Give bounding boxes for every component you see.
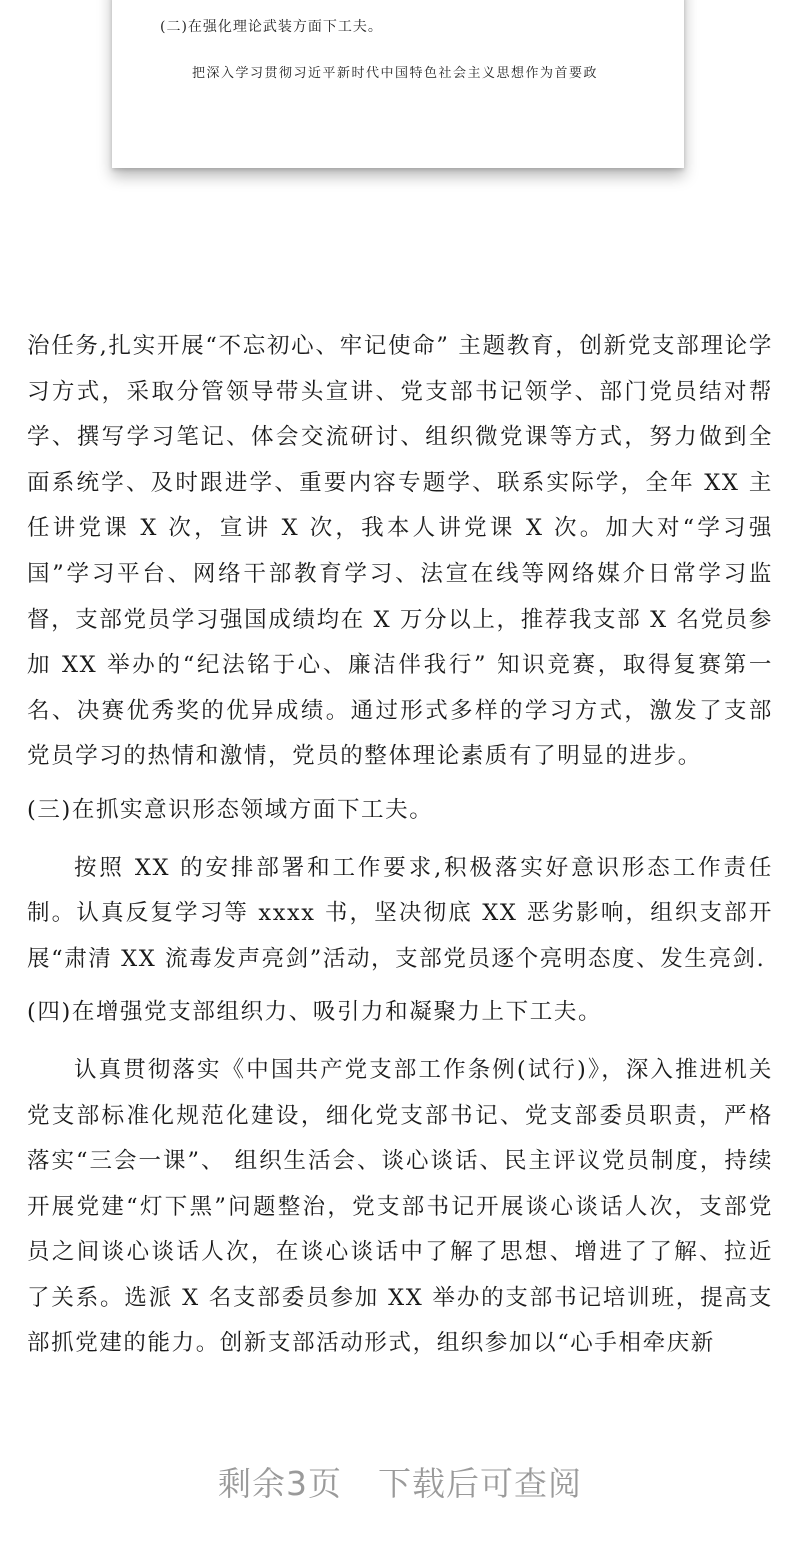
preview-paragraph-line: 把深入学习贯彻习近平新时代中国特色社会主义思想作为首要政: [192, 66, 599, 81]
preview-heading: (二)在强化理论武装方面下工夫。: [160, 19, 383, 35]
download-hint: 下载后可查阅: [378, 1464, 582, 1503]
document-body: [27, 324, 773, 1367]
remaining-pages-notice[interactable]: [0, 1458, 800, 1505]
paragraph-theory-study: 治任务,扎实开展“不忘初心、牢记使命” 主题教育，创新党支部理论学习方式，采取分管领导带头宣讲、党支部书记领学、部门党员结对帮学、撰写学习笔记、体会交流研讨、组织微党课等方式，努力做到全面系统学、及时跟进学、重要内容专题学、联系实际学，全年 XX 主任讲党课 X 次，宣讲 X 次，我本人讲党课 X 次。加大对“学习强国”学习平台、网络干部教育学习、法宣在线等网络媒介日常学习监督，支部党员学习强国成绩均在 X 万分以上，推荐我支部 X 名党员参加 XX 举办的“纪法铭于心、廉洁伴我行” 知识竞赛，取得复赛第一名、决赛优秀奖的优异成绩。通过形式多样的学习方式，激发了支部党员学习的热情和激情，党员的整体理论素质有了明显的进步。: [27, 333, 773, 770]
remaining-pages-count: 剩余3页: [218, 1464, 342, 1503]
paragraph-organization: 认真贯彻落实《中国共产党支部工作条例(试行)》，深入推进机关党支部标准化规范化建设，细化党支部书记、党支部委员职责，严格落实“三会一课”、 组织生活会、谈心谈话、民主评议党员制度，持续开展党建“灯下黑”问题整治，党支部书记开展谈心谈话人次，支部党员之间谈心谈话人次，在谈心谈话中了解了思想、增进了了解、拉近了关系。选派 X 名支部委员参加 XX 举办的支部书记培训班，提高支部抓党建的能力。创新支部活动形式，组织参加以“心手相牵庆新: [27, 1056, 773, 1357]
paragraph-ideology: 按照 XX 的安排部署和工作要求,积极落实好意识形态工作责任制。认真反复学习等 xxxx 书，坚决彻底 XX 恶劣影响，组织支部开展“肃清 XX 流毒发声亮剑”活动，支部党员逐个亮明态度、发生亮剑.: [27, 854, 773, 972]
section-heading-organization: (四)在增强党支部组织力、吸引力和凝聚力上下工夫。: [27, 999, 603, 1026]
section-heading-ideology: (三)在抓实意识形态领域方面下工夫。: [27, 796, 434, 823]
preview-page-card: [112, 0, 684, 168]
